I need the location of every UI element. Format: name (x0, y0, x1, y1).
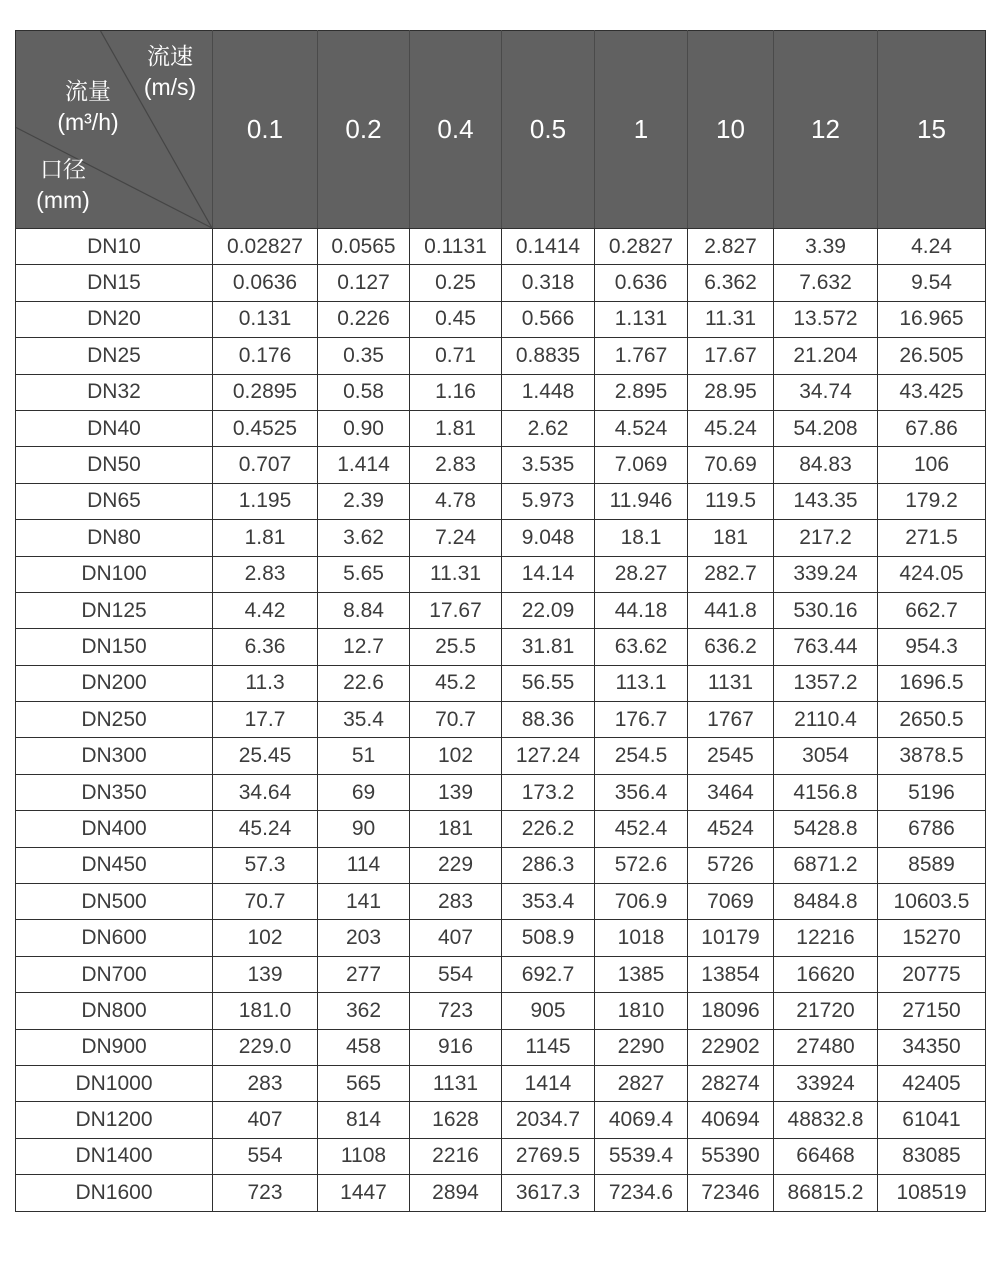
flow-value-cell: 43.425 (878, 374, 986, 410)
flow-value-cell: 57.3 (213, 847, 318, 883)
flow-value-cell: 1.131 (595, 301, 688, 337)
flow-value-cell: 0.0636 (213, 265, 318, 301)
diameter-unit: (mm) (36, 187, 90, 213)
table-body (16, 229, 986, 1212)
flow-value-cell: 14.14 (502, 556, 595, 592)
flow-value-cell: 1628 (410, 1102, 502, 1138)
flow-value-cell: 25.45 (213, 738, 318, 774)
velocity-header-cell: 10 (688, 31, 774, 229)
flow-value-cell: 0.636 (595, 265, 688, 301)
flow-value-cell: 179.2 (878, 483, 986, 519)
flow-value-cell: 0.131 (213, 301, 318, 337)
flow-value-cell: 1414 (502, 1065, 595, 1101)
flow-value-cell: 2894 (410, 1175, 502, 1211)
flow-value-cell: 90 (318, 811, 410, 847)
flow-value-cell: 339.24 (774, 556, 878, 592)
velocity-header-cell: 0.5 (502, 31, 595, 229)
flow-value-cell: 763.44 (774, 629, 878, 665)
dn-cell: DN40 (16, 410, 213, 446)
flow-value-cell: 5.973 (502, 483, 595, 519)
flow-value-cell: 4069.4 (595, 1102, 688, 1138)
flow-value-cell: 1.81 (213, 520, 318, 556)
dn-cell: DN1600 (16, 1175, 213, 1211)
flow-value-cell: 4156.8 (774, 774, 878, 810)
flow-value-cell: 84.83 (774, 447, 878, 483)
table-row (16, 774, 986, 810)
table-row (16, 811, 986, 847)
flow-value-cell: 0.45 (410, 301, 502, 337)
flow-value-cell: 1.16 (410, 374, 502, 410)
flow-value-cell: 2827 (595, 1065, 688, 1101)
flow-value-cell: 2.83 (213, 556, 318, 592)
flow-value-cell: 0.0565 (318, 229, 410, 265)
flow-value-cell: 1145 (502, 1029, 595, 1065)
flow-value-cell: 1696.5 (878, 665, 986, 701)
flow-value-cell: 13854 (688, 956, 774, 992)
table-row (16, 1138, 986, 1174)
flow-value-cell: 6.362 (688, 265, 774, 301)
dn-cell: DN100 (16, 556, 213, 592)
flow-value-cell: 11.3 (213, 665, 318, 701)
flow-value-cell: 2545 (688, 738, 774, 774)
flow-value-cell: 31.81 (502, 629, 595, 665)
flow-value-cell: 0.4525 (213, 410, 318, 446)
flow-value-cell: 4524 (688, 811, 774, 847)
flow-value-cell: 34350 (878, 1029, 986, 1065)
flow-value-cell: 4.78 (410, 483, 502, 519)
flow-value-cell: 362 (318, 993, 410, 1029)
flow-value-cell: 7.069 (595, 447, 688, 483)
flow-value-cell: 22.6 (318, 665, 410, 701)
flow-value-cell: 0.2827 (595, 229, 688, 265)
flow-value-cell: 4.524 (595, 410, 688, 446)
flow-value-cell: 0.127 (318, 265, 410, 301)
velocity-label: 流速 (147, 43, 193, 69)
velocity-header-cell: 12 (774, 31, 878, 229)
table-row (16, 1102, 986, 1138)
table-row (16, 956, 986, 992)
flow-value-cell: 45.24 (688, 410, 774, 446)
table-row (16, 374, 986, 410)
flow-value-cell: 12.7 (318, 629, 410, 665)
flow-value-cell: 56.55 (502, 665, 595, 701)
flow-value-cell: 70.7 (410, 702, 502, 738)
flow-value-cell: 565 (318, 1065, 410, 1101)
dn-cell: DN50 (16, 447, 213, 483)
flow-value-cell: 5.65 (318, 556, 410, 592)
flow-value-cell: 25.5 (410, 629, 502, 665)
flow-value-cell: 22.09 (502, 592, 595, 628)
flow-value-cell: 28274 (688, 1065, 774, 1101)
flow-value-cell: 12216 (774, 920, 878, 956)
table-row (16, 447, 986, 483)
dn-cell: DN500 (16, 884, 213, 920)
flow-value-cell: 61041 (878, 1102, 986, 1138)
flow-value-cell: 9.54 (878, 265, 986, 301)
dn-cell: DN32 (16, 374, 213, 410)
flow-value-cell: 1385 (595, 956, 688, 992)
dn-cell: DN300 (16, 738, 213, 774)
flow-value-cell: 17.67 (688, 338, 774, 374)
flow-value-cell: 139 (213, 956, 318, 992)
dn-cell: DN20 (16, 301, 213, 337)
table-row (16, 847, 986, 883)
table-row (16, 738, 986, 774)
flow-value-cell: 916 (410, 1029, 502, 1065)
flow-value-cell: 1.767 (595, 338, 688, 374)
flow-value-cell: 8484.8 (774, 884, 878, 920)
flow-value-cell: 28.27 (595, 556, 688, 592)
velocity-header-cell: 15 (878, 31, 986, 229)
flow-value-cell: 530.16 (774, 592, 878, 628)
flow-unit: (m³/h) (57, 109, 119, 135)
dn-cell: DN350 (16, 774, 213, 810)
table-row (16, 338, 986, 374)
flow-value-cell: 1.81 (410, 410, 502, 446)
flow-value-cell: 2769.5 (502, 1138, 595, 1174)
flow-value-cell: 3617.3 (502, 1175, 595, 1211)
flow-value-cell: 1131 (688, 665, 774, 701)
dn-cell: DN1200 (16, 1102, 213, 1138)
flow-value-cell: 0.226 (318, 301, 410, 337)
flow-value-cell: 407 (213, 1102, 318, 1138)
flow-value-cell: 33924 (774, 1065, 878, 1101)
flow-value-cell: 119.5 (688, 483, 774, 519)
flow-value-cell: 2.827 (688, 229, 774, 265)
flow-value-cell: 277 (318, 956, 410, 992)
table-row (16, 520, 986, 556)
header-row (16, 31, 986, 229)
flow-value-cell: 7234.6 (595, 1175, 688, 1211)
diameter-label: 口径 (40, 156, 86, 182)
flow-value-cell: 34.74 (774, 374, 878, 410)
flow-value-cell: 0.176 (213, 338, 318, 374)
flow-value-cell: 7069 (688, 884, 774, 920)
flow-value-cell: 7.24 (410, 520, 502, 556)
flow-value-cell: 254.5 (595, 738, 688, 774)
corner-label-velocity (132, 41, 208, 103)
flow-value-cell: 11.31 (688, 301, 774, 337)
flow-value-cell: 54.208 (774, 410, 878, 446)
flow-value-cell: 1810 (595, 993, 688, 1029)
flow-value-cell: 2290 (595, 1029, 688, 1065)
flow-value-cell: 1.195 (213, 483, 318, 519)
dn-cell: DN10 (16, 229, 213, 265)
table-row (16, 702, 986, 738)
flow-value-cell: 283 (213, 1065, 318, 1101)
flow-value-cell: 0.566 (502, 301, 595, 337)
flow-value-cell: 508.9 (502, 920, 595, 956)
flow-value-cell: 27150 (878, 993, 986, 1029)
flow-value-cell: 2216 (410, 1138, 502, 1174)
corner-label-flow (43, 76, 133, 138)
flow-value-cell: 7.632 (774, 265, 878, 301)
flow-value-cell: 63.62 (595, 629, 688, 665)
velocity-header-cell: 0.4 (410, 31, 502, 229)
flow-value-cell: 22902 (688, 1029, 774, 1065)
flow-value-cell: 2.83 (410, 447, 502, 483)
table-row (16, 301, 986, 337)
flow-value-cell: 723 (410, 993, 502, 1029)
flow-value-cell: 18096 (688, 993, 774, 1029)
flow-value-cell: 0.318 (502, 265, 595, 301)
table-row (16, 665, 986, 701)
dn-cell: DN125 (16, 592, 213, 628)
flow-value-cell: 706.9 (595, 884, 688, 920)
dn-cell: DN450 (16, 847, 213, 883)
flow-value-cell: 441.8 (688, 592, 774, 628)
flow-value-cell: 10179 (688, 920, 774, 956)
flow-value-cell: 0.02827 (213, 229, 318, 265)
flow-value-cell: 636.2 (688, 629, 774, 665)
flow-value-cell: 217.2 (774, 520, 878, 556)
flow-value-cell: 407 (410, 920, 502, 956)
flow-value-cell: 13.572 (774, 301, 878, 337)
flow-value-cell: 271.5 (878, 520, 986, 556)
flow-value-cell: 572.6 (595, 847, 688, 883)
dn-cell: DN250 (16, 702, 213, 738)
flow-value-cell: 108519 (878, 1175, 986, 1211)
flow-value-cell: 356.4 (595, 774, 688, 810)
flow-value-cell: 2650.5 (878, 702, 986, 738)
flow-value-cell: 102 (410, 738, 502, 774)
flow-value-cell: 229 (410, 847, 502, 883)
flow-value-cell: 17.67 (410, 592, 502, 628)
flow-value-cell: 26.505 (878, 338, 986, 374)
table-header (16, 31, 986, 229)
table-row (16, 884, 986, 920)
table-row (16, 592, 986, 628)
flow-value-cell: 28.95 (688, 374, 774, 410)
dn-cell: DN1400 (16, 1138, 213, 1174)
flow-value-cell: 10603.5 (878, 884, 986, 920)
flow-value-cell: 5428.8 (774, 811, 878, 847)
flow-value-cell: 72346 (688, 1175, 774, 1211)
flow-value-cell: 83085 (878, 1138, 986, 1174)
flow-value-cell: 127.24 (502, 738, 595, 774)
flow-value-cell: 3054 (774, 738, 878, 774)
flow-rate-table (15, 30, 986, 1212)
flow-value-cell: 181 (410, 811, 502, 847)
dn-cell: DN800 (16, 993, 213, 1029)
flow-value-cell: 21.204 (774, 338, 878, 374)
flow-value-cell: 0.1131 (410, 229, 502, 265)
flow-value-cell: 9.048 (502, 520, 595, 556)
flow-value-cell: 86815.2 (774, 1175, 878, 1211)
flow-value-cell: 286.3 (502, 847, 595, 883)
flow-value-cell: 102 (213, 920, 318, 956)
table-row (16, 410, 986, 446)
dn-cell: DN25 (16, 338, 213, 374)
flow-value-cell: 176.7 (595, 702, 688, 738)
flow-value-cell: 2.62 (502, 410, 595, 446)
flow-value-cell: 905 (502, 993, 595, 1029)
flow-value-cell: 0.25 (410, 265, 502, 301)
flow-value-cell: 16.965 (878, 301, 986, 337)
flow-value-cell: 353.4 (502, 884, 595, 920)
flow-value-cell: 229.0 (213, 1029, 318, 1065)
flow-value-cell: 4.42 (213, 592, 318, 628)
flow-value-cell: 18.1 (595, 520, 688, 556)
flow-value-cell: 8589 (878, 847, 986, 883)
flow-value-cell: 2034.7 (502, 1102, 595, 1138)
flow-value-cell: 1357.2 (774, 665, 878, 701)
flow-value-cell: 0.71 (410, 338, 502, 374)
dn-cell: DN900 (16, 1029, 213, 1065)
flow-value-cell: 283 (410, 884, 502, 920)
flow-value-cell: 70.7 (213, 884, 318, 920)
velocity-unit: (m/s) (143, 74, 197, 100)
flow-value-cell: 2.39 (318, 483, 410, 519)
flow-value-cell: 1447 (318, 1175, 410, 1211)
flow-value-cell: 51 (318, 738, 410, 774)
flow-value-cell: 954.3 (878, 629, 986, 665)
flow-value-cell: 3.39 (774, 229, 878, 265)
flow-value-cell: 55390 (688, 1138, 774, 1174)
flow-value-cell: 69 (318, 774, 410, 810)
table-row (16, 483, 986, 519)
flow-value-cell: 6786 (878, 811, 986, 847)
flow-rate-table-container (15, 30, 986, 1212)
table-row (16, 229, 986, 265)
flow-value-cell: 4.24 (878, 229, 986, 265)
flow-value-cell: 70.69 (688, 447, 774, 483)
flow-value-cell: 0.2895 (213, 374, 318, 410)
flow-value-cell: 6871.2 (774, 847, 878, 883)
flow-value-cell: 106 (878, 447, 986, 483)
flow-value-cell: 723 (213, 1175, 318, 1211)
flow-value-cell: 21720 (774, 993, 878, 1029)
dn-cell: DN1000 (16, 1065, 213, 1101)
flow-value-cell: 0.707 (213, 447, 318, 483)
flow-value-cell: 8.84 (318, 592, 410, 628)
flow-value-cell: 203 (318, 920, 410, 956)
flow-value-cell: 5726 (688, 847, 774, 883)
flow-value-cell: 2110.4 (774, 702, 878, 738)
dn-cell: DN65 (16, 483, 213, 519)
table-row (16, 1175, 986, 1211)
flow-value-cell: 27480 (774, 1029, 878, 1065)
flow-value-cell: 44.18 (595, 592, 688, 628)
flow-value-cell: 814 (318, 1102, 410, 1138)
flow-value-cell: 0.90 (318, 410, 410, 446)
flow-value-cell: 3878.5 (878, 738, 986, 774)
table-row (16, 629, 986, 665)
flow-value-cell: 66468 (774, 1138, 878, 1174)
flow-value-cell: 6.36 (213, 629, 318, 665)
flow-value-cell: 554 (410, 956, 502, 992)
flow-value-cell: 11.31 (410, 556, 502, 592)
flow-value-cell: 40694 (688, 1102, 774, 1138)
flow-value-cell: 1767 (688, 702, 774, 738)
flow-value-cell: 143.35 (774, 483, 878, 519)
flow-value-cell: 226.2 (502, 811, 595, 847)
dn-cell: DN400 (16, 811, 213, 847)
flow-value-cell: 458 (318, 1029, 410, 1065)
flow-value-cell: 139 (410, 774, 502, 810)
flow-value-cell: 16620 (774, 956, 878, 992)
flow-value-cell: 282.7 (688, 556, 774, 592)
flow-value-cell: 1.448 (502, 374, 595, 410)
table-row (16, 993, 986, 1029)
dn-cell: DN15 (16, 265, 213, 301)
flow-value-cell: 113.1 (595, 665, 688, 701)
flow-value-cell: 45.2 (410, 665, 502, 701)
flow-value-cell: 554 (213, 1138, 318, 1174)
flow-value-cell: 11.946 (595, 483, 688, 519)
flow-value-cell: 452.4 (595, 811, 688, 847)
flow-value-cell: 662.7 (878, 592, 986, 628)
flow-value-cell: 45.24 (213, 811, 318, 847)
flow-value-cell: 0.8835 (502, 338, 595, 374)
flow-value-cell: 1018 (595, 920, 688, 956)
flow-value-cell: 20775 (878, 956, 986, 992)
flow-value-cell: 5539.4 (595, 1138, 688, 1174)
flow-label: 流量 (65, 78, 111, 104)
flow-value-cell: 141 (318, 884, 410, 920)
flow-value-cell: 34.64 (213, 774, 318, 810)
flow-value-cell: 15270 (878, 920, 986, 956)
flow-value-cell: 0.58 (318, 374, 410, 410)
flow-value-cell: 88.36 (502, 702, 595, 738)
dn-cell: DN80 (16, 520, 213, 556)
flow-value-cell: 424.05 (878, 556, 986, 592)
dn-cell: DN700 (16, 956, 213, 992)
flow-value-cell: 0.35 (318, 338, 410, 374)
flow-value-cell: 114 (318, 847, 410, 883)
flow-value-cell: 3.535 (502, 447, 595, 483)
flow-value-cell: 173.2 (502, 774, 595, 810)
flow-value-cell: 3464 (688, 774, 774, 810)
velocity-header-cell: 0.1 (213, 31, 318, 229)
velocity-header-cell: 1 (595, 31, 688, 229)
flow-value-cell: 2.895 (595, 374, 688, 410)
flow-value-cell: 17.7 (213, 702, 318, 738)
flow-value-cell: 42405 (878, 1065, 986, 1101)
flow-value-cell: 181 (688, 520, 774, 556)
dn-cell: DN200 (16, 665, 213, 701)
flow-value-cell: 0.1414 (502, 229, 595, 265)
flow-value-cell: 1108 (318, 1138, 410, 1174)
table-row (16, 1065, 986, 1101)
corner-header-cell (16, 31, 213, 229)
flow-value-cell: 181.0 (213, 993, 318, 1029)
flow-value-cell: 692.7 (502, 956, 595, 992)
table-row (16, 556, 986, 592)
flow-value-cell: 1131 (410, 1065, 502, 1101)
flow-value-cell: 35.4 (318, 702, 410, 738)
table-row (16, 920, 986, 956)
dn-cell: DN150 (16, 629, 213, 665)
flow-value-cell: 5196 (878, 774, 986, 810)
table-row (16, 265, 986, 301)
table-row (16, 1029, 986, 1065)
velocity-header-cell: 0.2 (318, 31, 410, 229)
flow-value-cell: 67.86 (878, 410, 986, 446)
flow-value-cell: 1.414 (318, 447, 410, 483)
flow-value-cell: 3.62 (318, 520, 410, 556)
dn-cell: DN600 (16, 920, 213, 956)
corner-label-diameter (23, 154, 103, 216)
flow-value-cell: 48832.8 (774, 1102, 878, 1138)
